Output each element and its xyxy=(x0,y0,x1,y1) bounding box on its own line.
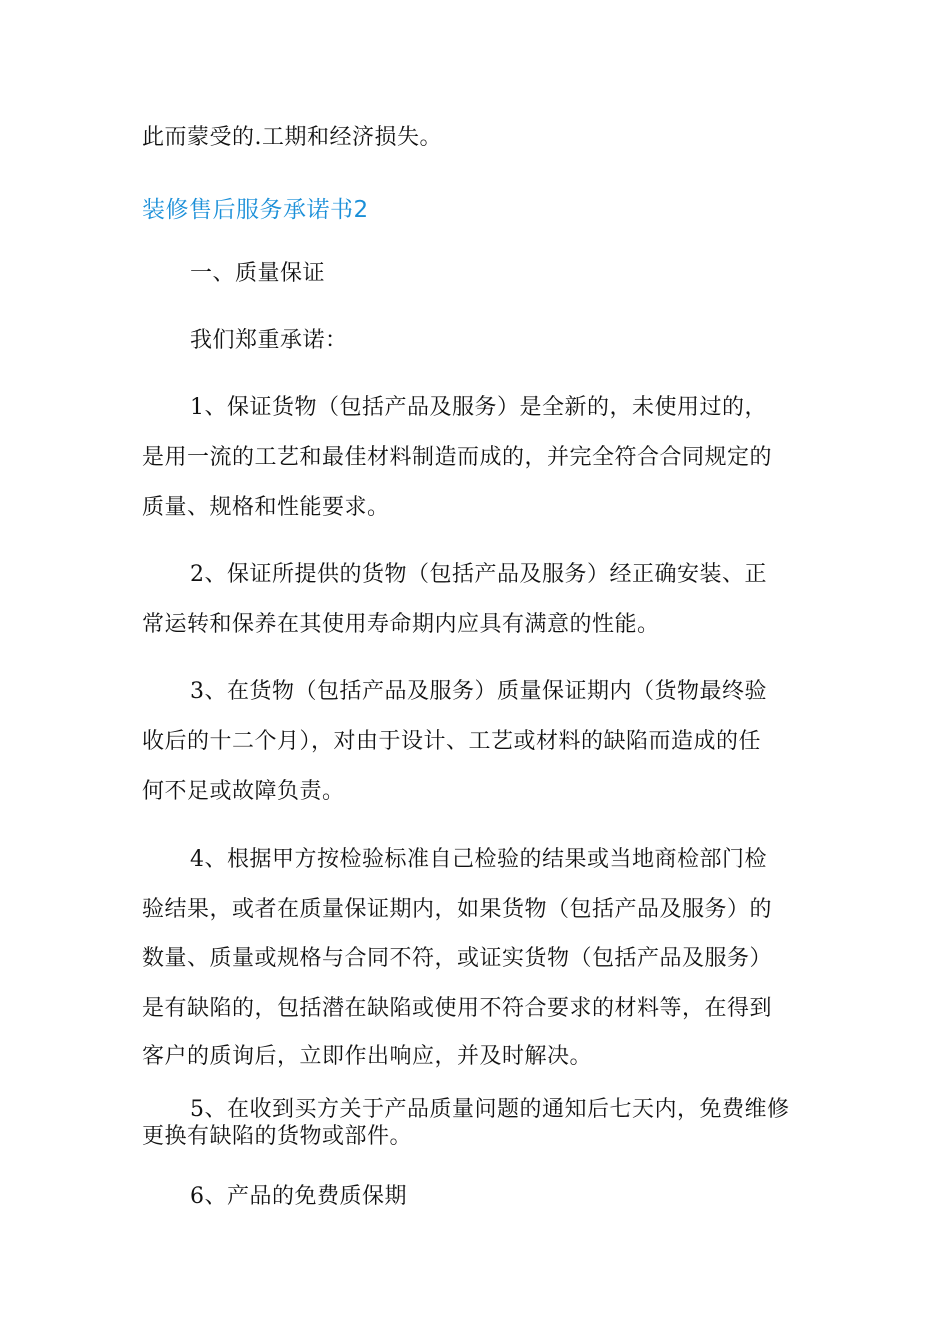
paragraph-line: 质量、规格和性能要求。 xyxy=(142,495,390,520)
paragraph-line: 1、保证货物（包括产品及服务）是全新的，未使用过的， xyxy=(190,395,767,420)
paragraph-line: 验结果，或者在质量保证期内，如果货物（包括产品及服务）的 xyxy=(142,897,773,922)
paragraph-line: 是有缺陷的，包括潜在缺陷或使用不符合要求的材料等，在得到 xyxy=(142,996,773,1021)
paragraph-line: 何不足或故障负责。 xyxy=(142,779,345,804)
paragraph-line: 3、在货物（包括产品及服务）质量保证期内（货物最终验 xyxy=(190,679,767,704)
paragraph-line: 4、根据甲方按检验标准自己检验的结果或当地商检部门检 xyxy=(190,847,767,872)
section-heading: 装修售后服务承诺书2 xyxy=(142,197,369,223)
paragraph-line: 是用一流的工艺和最佳材料制造而成的，并完全符合合同规定的 xyxy=(142,445,773,470)
subsection-title: 一、质量保证 xyxy=(190,261,326,286)
paragraph-line: 此而蒙受的.工期和经济损失。 xyxy=(142,125,442,150)
paragraph-line: 2、保证所提供的货物（包括产品及服务）经正确安装、正 xyxy=(190,562,767,587)
paragraph-line: 我们郑重承诺： xyxy=(190,328,348,353)
paragraph-line: 数量、质量或规格与合同不符，或证实货物（包括产品及服务） xyxy=(142,946,773,971)
paragraph-line: 更换有缺陷的货物或部件。 xyxy=(142,1124,413,1149)
paragraph-line: 客户的质询后，立即作出响应，并及时解决。 xyxy=(142,1044,593,1069)
paragraph-line: 常运转和保养在其使用寿命期内应具有满意的性能。 xyxy=(142,612,660,637)
paragraph-line: 收后的十二个月），对由于设计、工艺或材料的缺陷而造成的任 xyxy=(142,729,762,754)
paragraph-line: 5、在收到买方关于产品质量问题的通知后七天内，免费维修 xyxy=(190,1097,790,1122)
paragraph-line: 6、产品的免费质保期 xyxy=(190,1184,407,1209)
